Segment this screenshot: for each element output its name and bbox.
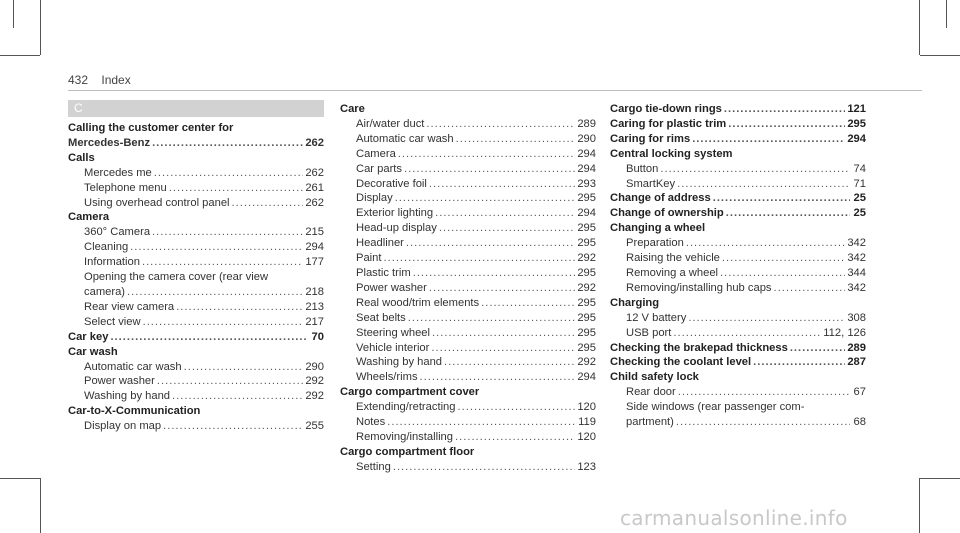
index-heading-row[interactable] bbox=[610, 191, 866, 206]
index-heading: Calls bbox=[68, 151, 95, 164]
page-ref[interactable]: 287 bbox=[847, 356, 866, 369]
index-entry bbox=[340, 385, 596, 445]
sub-entry-text: partment) bbox=[626, 416, 674, 429]
sub-entry[interactable] bbox=[68, 255, 324, 270]
dot-leader bbox=[387, 415, 576, 430]
dot-leader bbox=[184, 360, 304, 375]
index-entry bbox=[68, 210, 324, 329]
index-heading: Cargo compartment cover bbox=[340, 386, 480, 399]
dot-leader bbox=[384, 251, 576, 266]
sub-entry-text: Select view bbox=[84, 315, 141, 328]
sub-entry-text: Rear door bbox=[626, 386, 676, 399]
page-ref[interactable]: 295 bbox=[577, 222, 596, 235]
dot-leader bbox=[176, 300, 303, 315]
page-ref[interactable]: 120 bbox=[577, 430, 596, 443]
sub-entry-text: Notes bbox=[356, 416, 386, 429]
page-ref[interactable]: 218 bbox=[305, 285, 324, 298]
page-ref[interactable]: 292 bbox=[577, 252, 596, 265]
sub-entry-text: Real wood/trim elements bbox=[356, 296, 480, 309]
crop-mark bbox=[40, 0, 41, 55]
crop-mark bbox=[0, 478, 40, 479]
dot-leader bbox=[678, 385, 850, 400]
page-ref[interactable]: 294 bbox=[847, 132, 866, 145]
dot-leader bbox=[429, 177, 575, 192]
index-entry bbox=[610, 102, 866, 117]
sub-entry[interactable] bbox=[68, 374, 324, 389]
index-heading: Calling the customer center for bbox=[68, 122, 234, 134]
sub-entry[interactable] bbox=[68, 196, 324, 211]
page-ref[interactable]: 342 bbox=[847, 252, 866, 265]
page-ref[interactable]: 70 bbox=[311, 330, 324, 343]
page-ref[interactable]: 123 bbox=[577, 460, 596, 473]
dot-leader bbox=[413, 266, 576, 281]
sub-entry[interactable] bbox=[610, 415, 866, 430]
dot-leader bbox=[393, 460, 575, 475]
sub-entry[interactable] bbox=[340, 460, 596, 475]
dot-leader bbox=[429, 281, 575, 296]
dot-leader bbox=[790, 341, 846, 356]
sub-entry-text: Vehicle interior bbox=[356, 341, 430, 354]
page-ref[interactable]: 71 bbox=[853, 177, 866, 190]
page-ref[interactable]: 217 bbox=[305, 315, 324, 328]
dot-leader bbox=[439, 221, 575, 236]
sub-entry-text: SmartKey bbox=[626, 177, 676, 190]
index-heading-row-text: Checking the brakepad thickness bbox=[610, 341, 788, 354]
page-ref[interactable]: 308 bbox=[847, 311, 866, 324]
sub-entry-text: Paint bbox=[356, 252, 382, 265]
index-heading: Cargo compartment floor bbox=[340, 445, 475, 458]
sub-entry-text: Cleaning bbox=[84, 241, 129, 254]
index-column-3 bbox=[610, 102, 866, 430]
index-entry bbox=[340, 445, 596, 475]
index-heading-row[interactable] bbox=[68, 136, 324, 151]
dot-leader bbox=[154, 166, 304, 181]
sub-entry-text: Raising the vehicle bbox=[626, 252, 720, 265]
page-ref[interactable]: 344 bbox=[847, 266, 866, 279]
sub-entry[interactable] bbox=[340, 251, 596, 266]
dot-leader bbox=[130, 240, 303, 255]
sub-entry-text: Steering wheel bbox=[356, 326, 431, 339]
dot-leader bbox=[481, 296, 575, 311]
sub-entry[interactable] bbox=[68, 389, 324, 404]
dot-leader bbox=[232, 196, 304, 211]
sub-entry-text: Using overhead control panel bbox=[84, 196, 230, 209]
index-heading-row[interactable] bbox=[610, 355, 866, 370]
sub-entry[interactable] bbox=[610, 281, 866, 296]
page-ref[interactable]: 290 bbox=[305, 360, 324, 373]
sub-entry[interactable] bbox=[610, 251, 866, 266]
index-entry bbox=[340, 102, 596, 385]
index-heading-row[interactable] bbox=[610, 206, 866, 221]
page-ref[interactable]: 121 bbox=[847, 103, 866, 115]
index-heading-row-text: Caring for rims bbox=[610, 132, 691, 145]
page-ref[interactable]: 68 bbox=[853, 416, 866, 429]
sub-entry[interactable] bbox=[340, 296, 596, 311]
page-ref[interactable]: 294 bbox=[577, 371, 596, 384]
page-ref[interactable]: 292 bbox=[305, 390, 324, 403]
dot-leader bbox=[152, 225, 303, 240]
dot-leader bbox=[722, 251, 845, 266]
sub-entry[interactable] bbox=[68, 285, 324, 300]
page-ref[interactable]: 262 bbox=[305, 166, 324, 179]
page-ref[interactable]: 74 bbox=[853, 162, 866, 175]
sub-entry-text: Wheels/rims bbox=[356, 371, 418, 384]
page-ref[interactable]: 25 bbox=[853, 192, 866, 205]
dot-leader bbox=[726, 206, 850, 221]
page-ref[interactable]: 342 bbox=[847, 281, 866, 294]
sub-entry[interactable] bbox=[340, 117, 596, 132]
page-ref[interactable]: 289 bbox=[577, 117, 596, 130]
sub-entry-text: Automatic car wash bbox=[84, 360, 182, 373]
page-ref[interactable]: 295 bbox=[577, 296, 596, 309]
sub-entry[interactable] bbox=[340, 266, 596, 281]
sub-entry-text: Seat belts bbox=[356, 311, 406, 324]
dot-leader bbox=[110, 330, 308, 345]
index-heading-row-text: Checking the coolant level bbox=[610, 356, 752, 369]
sub-entry[interactable] bbox=[610, 236, 866, 251]
index-heading: Central locking system bbox=[610, 147, 733, 160]
letter-section-bar: C bbox=[68, 100, 324, 117]
sub-entry[interactable] bbox=[610, 326, 866, 341]
index-heading-row[interactable] bbox=[68, 330, 324, 345]
page-header bbox=[68, 73, 131, 87]
page-ref[interactable]: 261 bbox=[305, 181, 324, 194]
sub-entry-text: Removing a wheel bbox=[626, 266, 719, 279]
index-entry bbox=[610, 132, 866, 147]
page-ref[interactable]: 292 bbox=[577, 281, 596, 294]
dot-leader bbox=[677, 177, 850, 192]
dot-leader bbox=[406, 236, 575, 251]
index-column-1 bbox=[68, 100, 324, 434]
sub-entry[interactable] bbox=[340, 370, 596, 385]
dot-leader bbox=[408, 311, 576, 326]
sub-entry-text: Camera bbox=[356, 147, 396, 160]
sub-entry-text: Exterior lighting bbox=[356, 207, 434, 220]
index-entry bbox=[610, 117, 866, 132]
page-ref[interactable]: 292 bbox=[305, 375, 324, 388]
header-divider bbox=[68, 90, 922, 91]
index-heading-row-text: Change of address bbox=[610, 192, 711, 205]
sub-entry-text: Removing/installing hub caps bbox=[626, 281, 772, 294]
index-entry bbox=[610, 341, 866, 356]
sub-entry[interactable] bbox=[68, 166, 324, 181]
page-ref[interactable]: 295 bbox=[847, 117, 866, 130]
sub-entry[interactable] bbox=[68, 419, 324, 434]
index-heading-row-text: Car key bbox=[68, 330, 109, 343]
index-heading: Camera bbox=[68, 211, 110, 224]
sub-entry-text: Side windows (rear passenger com- bbox=[626, 401, 805, 414]
dot-leader bbox=[774, 281, 846, 296]
index-entry bbox=[610, 221, 866, 296]
sub-entry[interactable] bbox=[340, 132, 596, 147]
dot-leader bbox=[163, 419, 303, 434]
dot-leader bbox=[143, 315, 304, 330]
index-heading: Child safety lock bbox=[610, 371, 699, 384]
index-entry bbox=[610, 191, 866, 206]
sub-entry-text: Washing by hand bbox=[356, 356, 443, 369]
dot-leader bbox=[435, 206, 575, 221]
sub-entry[interactable] bbox=[340, 355, 596, 370]
sub-entry-text: Display bbox=[356, 192, 393, 205]
page-ref[interactable]: 295 bbox=[577, 266, 596, 279]
index-heading: Car wash bbox=[68, 345, 118, 358]
page-ref[interactable]: 262 bbox=[305, 196, 324, 209]
sub-entry-text: USB port bbox=[626, 326, 672, 339]
page-ref[interactable]: 292 bbox=[577, 356, 596, 369]
sub-entry-text: Information bbox=[84, 256, 140, 269]
index-entry bbox=[610, 206, 866, 221]
index-entry bbox=[610, 370, 866, 430]
crop-mark bbox=[13, 0, 14, 28]
index-heading-row[interactable] bbox=[610, 117, 866, 132]
sub-entry-text: Air/water duct bbox=[356, 117, 425, 130]
dot-leader bbox=[660, 162, 850, 177]
sub-entry-text: Power washer bbox=[84, 375, 155, 388]
dot-leader bbox=[172, 389, 303, 404]
dot-leader bbox=[673, 326, 821, 341]
index-entry bbox=[68, 330, 324, 345]
page-ref[interactable]: 295 bbox=[577, 326, 596, 339]
sub-entry[interactable] bbox=[340, 236, 596, 251]
sub-entry[interactable] bbox=[68, 315, 324, 330]
sub-entry-text: Setting bbox=[356, 460, 391, 473]
dot-leader bbox=[127, 285, 303, 300]
index-column-2 bbox=[340, 102, 596, 475]
index-heading-row[interactable] bbox=[610, 102, 866, 117]
index-heading-row-text: Caring for plastic trim bbox=[610, 117, 727, 130]
page-ref[interactable]: 255 bbox=[305, 420, 324, 433]
sub-entry-text: 360° Camera bbox=[84, 226, 151, 239]
sub-entry-text: Car parts bbox=[356, 162, 403, 175]
sub-entry-text: Removing/installing bbox=[356, 430, 454, 443]
index-heading: Care bbox=[340, 103, 365, 115]
dot-leader bbox=[169, 181, 304, 196]
sub-entry[interactable] bbox=[340, 177, 596, 192]
dot-leader bbox=[142, 255, 303, 270]
sub-entry[interactable] bbox=[340, 415, 596, 430]
sub-entry[interactable] bbox=[68, 300, 324, 315]
dot-leader bbox=[692, 132, 845, 147]
crop-mark bbox=[920, 55, 960, 56]
page-ref[interactable]: 215 bbox=[305, 226, 324, 239]
page-ref[interactable]: 295 bbox=[577, 311, 596, 324]
page-ref[interactable]: 119 bbox=[578, 416, 596, 429]
crop-mark bbox=[919, 0, 920, 55]
dot-leader bbox=[724, 102, 845, 117]
index-heading: Changing a wheel bbox=[610, 222, 706, 235]
page-ref[interactable]: 293 bbox=[577, 177, 596, 190]
dot-leader bbox=[676, 415, 850, 430]
page-ref[interactable]: 25 bbox=[853, 207, 866, 220]
index-heading-row[interactable] bbox=[610, 132, 866, 147]
crop-mark bbox=[919, 478, 920, 533]
index-entry bbox=[610, 296, 866, 341]
index-entry bbox=[610, 147, 866, 192]
dot-leader bbox=[157, 374, 303, 389]
dot-leader bbox=[426, 117, 575, 132]
sub-entry[interactable] bbox=[610, 177, 866, 192]
index-heading: Car-to-X-Communication bbox=[68, 405, 201, 418]
crop-mark bbox=[40, 478, 41, 533]
sub-entry-text: Opening the camera cover (rear view bbox=[84, 271, 269, 284]
sub-entry[interactable] bbox=[340, 191, 596, 206]
page-ref[interactable]: 112, 126 bbox=[823, 326, 866, 339]
watermark: carmanualsonline.info bbox=[620, 506, 848, 530]
page-ref[interactable]: 294 bbox=[577, 207, 596, 220]
dot-leader bbox=[398, 147, 576, 162]
sub-entry-text: Telephone menu bbox=[84, 181, 167, 194]
sub-entry[interactable] bbox=[68, 181, 324, 196]
sub-entry[interactable] bbox=[610, 266, 866, 281]
index-entry bbox=[68, 121, 324, 151]
sub-entry[interactable] bbox=[610, 311, 866, 326]
dot-leader bbox=[404, 162, 575, 177]
crop-mark bbox=[920, 478, 960, 479]
index-heading-row-text: Mercedes-Benz bbox=[68, 136, 151, 149]
sub-entry-text: Decorative foil bbox=[356, 177, 427, 190]
dot-leader bbox=[688, 311, 845, 326]
dot-leader bbox=[456, 132, 576, 147]
crop-mark bbox=[946, 0, 947, 28]
dot-leader bbox=[432, 326, 575, 341]
dot-leader bbox=[420, 370, 576, 385]
sub-entry[interactable] bbox=[340, 147, 596, 162]
index-heading-row[interactable] bbox=[610, 341, 866, 356]
sub-entry[interactable] bbox=[610, 385, 866, 400]
sub-entry[interactable] bbox=[340, 311, 596, 326]
sub-entry-text: Extending/retracting bbox=[356, 401, 456, 414]
page-ref[interactable]: 120 bbox=[577, 401, 596, 414]
index-heading-row-text: Cargo tie-down rings bbox=[610, 103, 722, 115]
sub-entry-text: Washing by hand bbox=[84, 390, 171, 403]
page-ref[interactable]: 342 bbox=[847, 237, 866, 250]
dot-leader bbox=[395, 191, 576, 206]
sub-entry-text: Headliner bbox=[356, 237, 404, 250]
sub-entry-text: Display on map bbox=[84, 420, 162, 433]
dot-leader bbox=[753, 355, 845, 370]
sub-entry-text: 12 V battery bbox=[626, 311, 687, 324]
sub-entry[interactable] bbox=[340, 162, 596, 177]
sub-entry[interactable] bbox=[340, 206, 596, 221]
page-ref[interactable]: 295 bbox=[577, 341, 596, 354]
page-ref[interactable]: 295 bbox=[577, 237, 596, 250]
sub-entry[interactable] bbox=[68, 225, 324, 240]
sub-entry-text: Preparation bbox=[626, 237, 684, 250]
dot-leader bbox=[431, 341, 575, 356]
sub-entry-text: Automatic car wash bbox=[356, 132, 454, 145]
dot-leader bbox=[686, 236, 845, 251]
index-heading: Charging bbox=[610, 296, 660, 309]
sub-entry[interactable] bbox=[340, 326, 596, 341]
index-entry bbox=[68, 151, 324, 211]
page-ref[interactable]: 290 bbox=[577, 132, 596, 145]
sub-entry[interactable] bbox=[610, 162, 866, 177]
sub-entry[interactable] bbox=[68, 360, 324, 375]
index-heading-row-text: Change of ownership bbox=[610, 207, 724, 220]
page-ref[interactable]: 213 bbox=[305, 300, 324, 313]
page-ref[interactable]: 294 bbox=[305, 241, 324, 254]
sub-entry-text: Power washer bbox=[356, 281, 427, 294]
sub-entry-text: Plastic trim bbox=[356, 266, 411, 279]
page-ref[interactable]: 262 bbox=[305, 136, 324, 149]
page-number: 432 bbox=[68, 73, 89, 87]
index-entry bbox=[68, 345, 324, 405]
sub-entry-text: Head-up display bbox=[356, 222, 437, 235]
dot-leader bbox=[728, 117, 845, 132]
dot-leader bbox=[444, 355, 575, 370]
page-ref[interactable]: 295 bbox=[577, 192, 596, 205]
page-title: Index bbox=[101, 73, 131, 87]
sub-entry[interactable] bbox=[68, 240, 324, 255]
sub-entry[interactable] bbox=[340, 281, 596, 296]
page-ref[interactable]: 67 bbox=[853, 386, 866, 399]
page-ref[interactable]: 294 bbox=[577, 147, 596, 160]
sub-entry[interactable] bbox=[340, 430, 596, 445]
sub-entry-text: Button bbox=[626, 162, 659, 175]
dot-leader bbox=[455, 430, 575, 445]
sub-entry[interactable] bbox=[340, 400, 596, 415]
crop-mark bbox=[0, 55, 40, 56]
sub-entry-text: Mercedes me bbox=[84, 166, 152, 179]
index-entry bbox=[68, 404, 324, 434]
sub-entry[interactable] bbox=[340, 341, 596, 356]
index-entry bbox=[610, 355, 866, 370]
page-ref[interactable]: 294 bbox=[577, 162, 596, 175]
page-ref[interactable]: 177 bbox=[305, 256, 324, 269]
dot-leader bbox=[152, 136, 303, 151]
dot-leader bbox=[458, 400, 576, 415]
page-ref[interactable]: 289 bbox=[847, 341, 866, 354]
sub-entry-text: camera) bbox=[84, 285, 126, 298]
sub-entry[interactable] bbox=[340, 221, 596, 236]
sub-entry-text: Rear view camera bbox=[84, 300, 175, 313]
dot-leader bbox=[713, 191, 850, 206]
dot-leader bbox=[720, 266, 845, 281]
